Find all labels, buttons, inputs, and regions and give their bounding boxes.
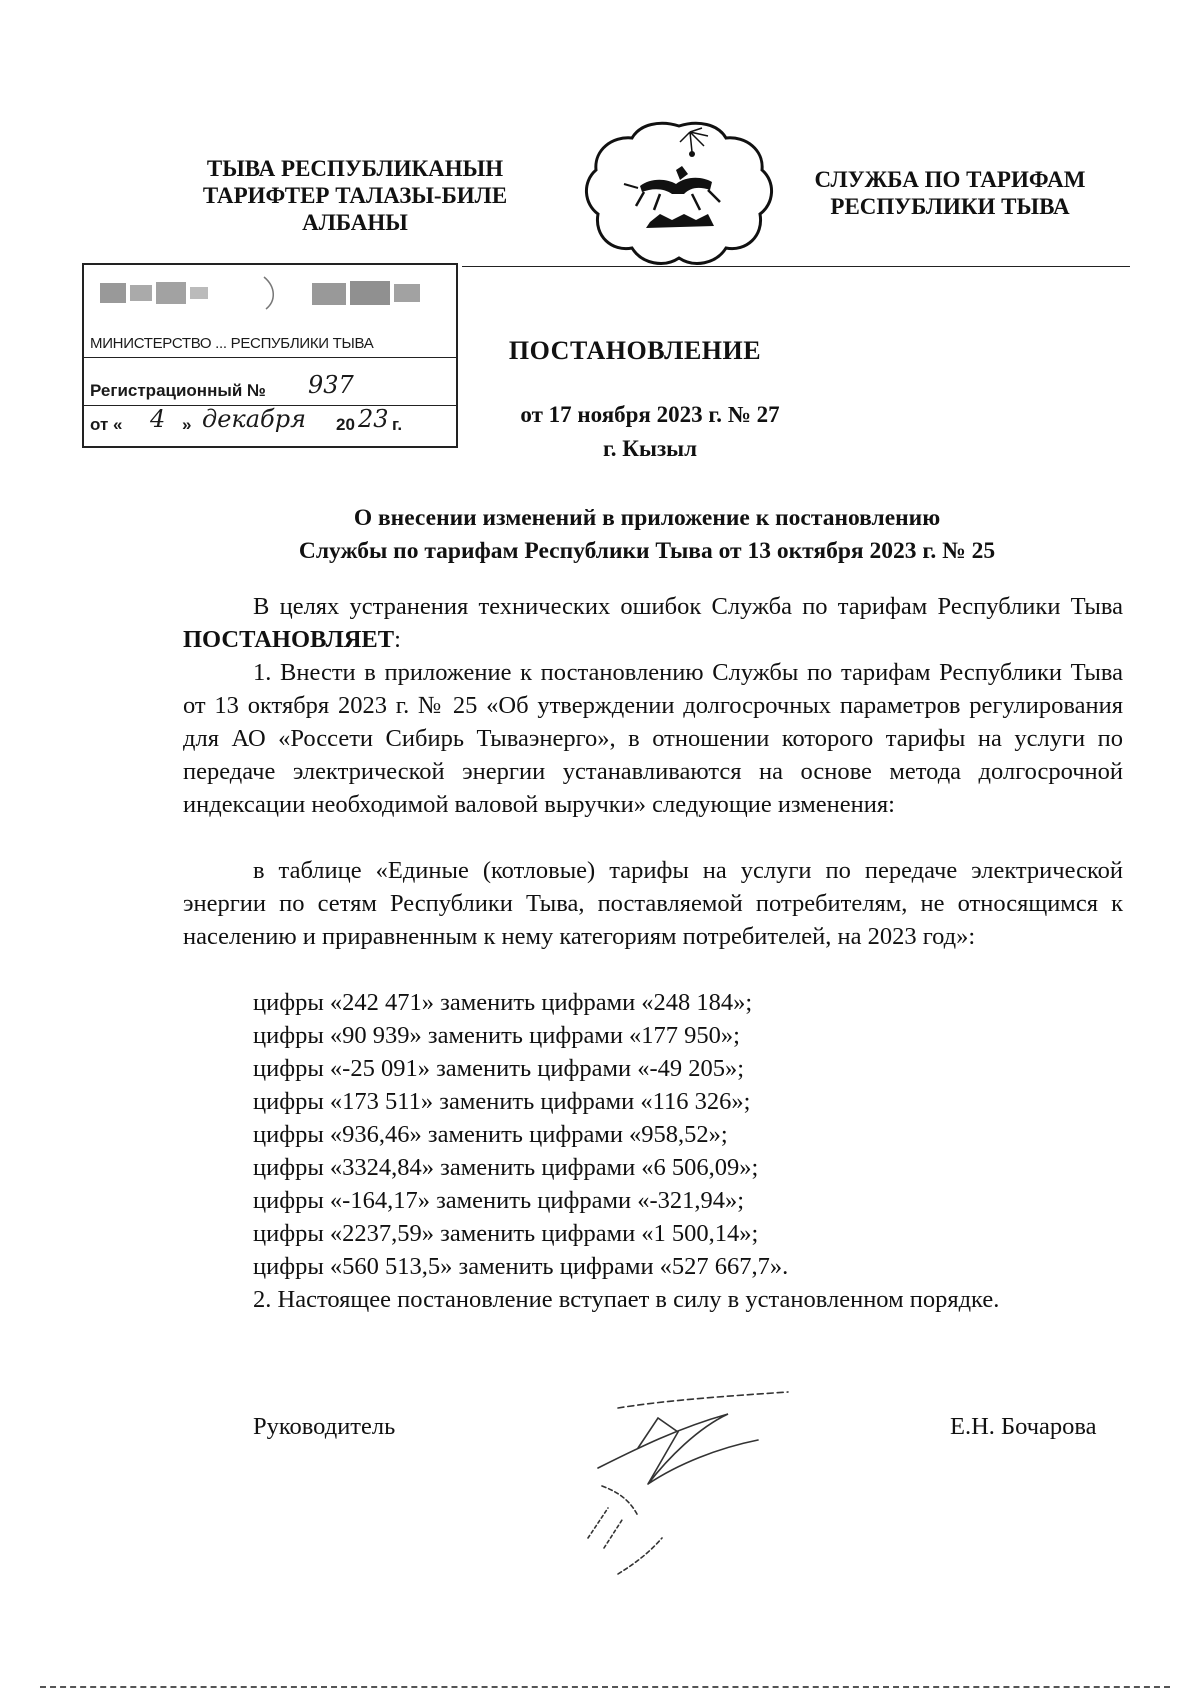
handwritten-signature-icon [578, 1388, 848, 1588]
registration-stamp [82, 263, 458, 448]
stamp-year-prefix: 20 [336, 415, 355, 434]
header-right-org-name [790, 166, 1110, 220]
replacement-item-9: цифры «560 513,5» заменить цифрами «527 667,7». [253, 1253, 789, 1280]
replacement-item-3: цифры «-25 091» заменить цифрами «-49 205»; [253, 1055, 745, 1082]
stamp-blurred-text-icon [94, 273, 444, 313]
page-bottom-edge [40, 1686, 1170, 1688]
stamp-divider [84, 357, 456, 358]
paragraph-2: в таблице «Единые (котловые) тарифы на услуги по передаче электрической энергии по сетям Республики Тыва, поставляемой потребителям, не относящимся к населению и приравненным к нему категориям потребителей, на 2023 год»: [183, 857, 1123, 950]
intro-end: : [394, 626, 401, 653]
header-divider [462, 266, 1130, 267]
stamp-day: 4 [150, 405, 166, 433]
stamp-registered-number: 937 [308, 371, 354, 399]
stamp-month: декабря [202, 405, 306, 433]
title-line-1: О внесении изменений в приложение к постановлению [353, 505, 941, 531]
document-date-number: от 17 ноября 2023 г. № 27 [520, 402, 780, 427]
replacement-item-1: цифры «242 471» заменить цифрами «248 184»; [253, 989, 753, 1016]
intro-text: В целях устранения технических ошибок Служба по тарифам Республики Тыва [253, 593, 1123, 620]
paragraph-3: 2. Настоящее постановление вступает в силу в установленном порядке. [253, 1286, 1000, 1313]
header-right-line-1: СЛУЖБА ПО ТАРИФАМ [814, 167, 1086, 192]
stamp-ministry-text: МИНИСТЕРСТВО ... РЕСПУБЛИКИ ТЫВА [90, 335, 374, 352]
document-city: г. Кызыл [602, 436, 698, 461]
stamp-day-close: » [182, 415, 192, 434]
replacement-item-2: цифры «90 939» заменить цифрами «177 950»; [253, 1022, 740, 1049]
header-left-org-name [172, 155, 538, 236]
intro-bold-word: ПОСТАНОВЛЯЕТ [183, 626, 395, 653]
document-type: ПОСТАНОВЛЕНИЕ [508, 336, 762, 365]
stamp-registration-line [90, 371, 450, 401]
document-title [172, 502, 1122, 568]
intro-paragraph [183, 590, 1123, 656]
replacement-item-7: цифры «-164,17» заменить цифрами «-321,94»; [253, 1187, 745, 1214]
replacement-item-8: цифры «2237,59» заменить цифрами «1 500,14»; [253, 1220, 759, 1247]
paragraph-1: 1. Внести в приложение к постановлению Службы по тарифам Республики Тыва от 13 октября 2023 г. № 25 «Об утверждении долгосрочных параметров регулирования для АО «Россети Сибирь Тываэнерго», в отношении которого тарифы на услуги по передаче электрической энергии устанавливаются на основе метода долгосрочной индексации необходимой валовой выручки» следующие изменения: [183, 659, 1123, 818]
header-right-line-2: РЕСПУБЛИКИ ТЫВА [830, 194, 1070, 219]
replacement-item-4: цифры «173 511» заменить цифрами «116 326»; [253, 1088, 751, 1115]
coat-of-arms-icon [580, 118, 778, 268]
signatory-name: Е.Н. Бочарова [950, 1413, 1097, 1440]
header-left-line-2: ТАРИФТЕР ТАЛАЗЫ-БИЛЕ [202, 183, 508, 208]
title-line-2: Службы по тарифам Республики Тыва от 13 октября 2023 г. № 25 [298, 538, 996, 564]
signatory-role: Руководитель [253, 1413, 396, 1440]
header-left-line-1: ТЫВА РЕСПУБЛИКАНЫН [206, 156, 504, 181]
stamp-year-suffix: 23 [358, 405, 389, 433]
stamp-registered-label: Регистрационный № [90, 381, 266, 400]
replacement-item-5: цифры «936,46» заменить цифрами «958,52»; [253, 1121, 728, 1148]
replacement-item-6: цифры «3324,84» заменить цифрами «6 506,09»; [253, 1154, 759, 1181]
stamp-year-end: г. [392, 415, 403, 434]
stamp-date-line [90, 405, 450, 435]
header-left-line-3: АЛБАНЫ [302, 210, 408, 235]
stamp-from-label: от « [90, 415, 123, 434]
